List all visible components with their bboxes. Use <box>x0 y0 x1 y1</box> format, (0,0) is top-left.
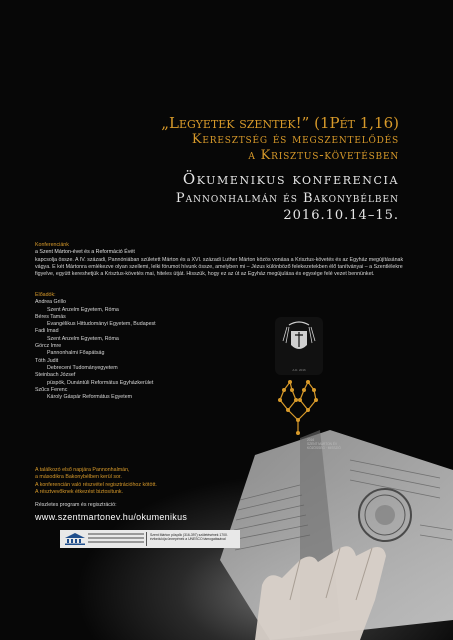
caption-line3: KÖZÖSSÉG · MISSZIÓ <box>307 446 341 450</box>
unesco-box <box>60 530 240 548</box>
title-event: Ökumenikus konferencia <box>182 170 399 188</box>
title-block <box>79 114 399 224</box>
unesco-divider <box>146 532 147 546</box>
title-subtitle-2: a Krisztus-követésben <box>248 148 399 163</box>
coat-of-arms-emblem <box>275 317 323 375</box>
speaker-affiliation: Evangélikus Hittudományi Egyetem, Budapest <box>47 321 156 328</box>
conference-subheading: a Szent Márton-évet és a Reformáció Évét <box>35 249 135 256</box>
venue-line: A résztvevőknek étkezést biztosítunk. <box>35 488 124 495</box>
unesco-org-text <box>88 533 144 545</box>
speaker-name: Andrea Grillo <box>35 299 66 306</box>
venue-line: a másodikra Bakonybélben kerül sor. <box>35 474 122 481</box>
speaker-name: Fadi Imad <box>35 328 59 335</box>
conference-intro <box>35 242 405 278</box>
venue-line: A konferencián való részvétel regisztrációhoz kötött. <box>35 481 157 488</box>
speaker-affiliation: püspök, Dunántúli Református Egyházkerület <box>47 379 154 386</box>
caption-line2: SZENT MÁRTON ÉV <box>307 442 338 446</box>
speaker-affiliation: Pannonhalmi Főapátság <box>47 350 105 357</box>
registration-link[interactable]: www.szentmartonev.hu/okumenikus <box>35 512 188 522</box>
venue-line: A találkozó első napjára Pannonhalmán, <box>35 467 130 473</box>
speaker-affiliation: Károly Gáspár Református Egyetem <box>47 394 133 401</box>
venue-info <box>35 467 235 496</box>
title-date: 2016.10.14–15. <box>283 208 399 223</box>
unesco-logo-icon <box>63 532 87 546</box>
conference-paragraph: kapcsolja össze. A IV. századi, Pannóniában született Márton és a XVI. századi Luther Márton közös vonása a Krisztus-követés és az Egyház megújításának vágya. E két Mártonra emlékezve olyan szellemi, lelki fórumot hívunk össze, amelyben mi – Jézus különböző felekezetekben élő tanítványai – a Szentlélekre figyelve, együtt kereshetjük a Krisztus-követés mai, hiteles útját. Hisszük, hogy ez az út az Egyház megújulása és egysége felé vezet bennünket. <box>35 256 404 278</box>
unesco-text: Szent Márton püspök (316-397) születésének 1700. évfordulója ünnepének a UNESCO támogatásával <box>150 533 228 541</box>
speaker-name: Steinbach József <box>35 372 76 379</box>
title-quote: „Legyetek szentek!” (1Pét 1,16) <box>161 114 399 132</box>
speaker-name: Görcz Imre <box>35 343 62 350</box>
emblem-caption: A.D. 2016 <box>292 368 306 372</box>
conference-heading: Konferenciánk <box>35 242 69 248</box>
registration-label: Részletes program és regisztráció: <box>35 502 117 508</box>
title-subtitle-1: Keresztség és megszentelődés <box>191 132 399 147</box>
tree-logo <box>270 378 330 438</box>
tree-caption <box>307 438 367 450</box>
speaker-name: Szűcs Ferenc <box>35 386 68 393</box>
coat-of-arms-icon <box>275 317 323 375</box>
title-location: Pannonhalmán és Bakonybélben <box>175 191 399 206</box>
speaker-affiliation: Szent Anzelm Egyetem, Róma <box>47 306 119 313</box>
speaker-affiliation: Szent Anzelm Egyetem, Róma <box>47 335 119 342</box>
speakers-heading: Előadók: <box>35 292 56 298</box>
speaker-name: Béres Tamás <box>35 313 66 320</box>
speaker-affiliation: Debreceni Tudományegyetem <box>47 364 118 371</box>
caption-year: 2016 <box>307 438 315 442</box>
speakers-list <box>35 292 245 401</box>
speaker-name: Tóth Judit <box>35 357 59 364</box>
